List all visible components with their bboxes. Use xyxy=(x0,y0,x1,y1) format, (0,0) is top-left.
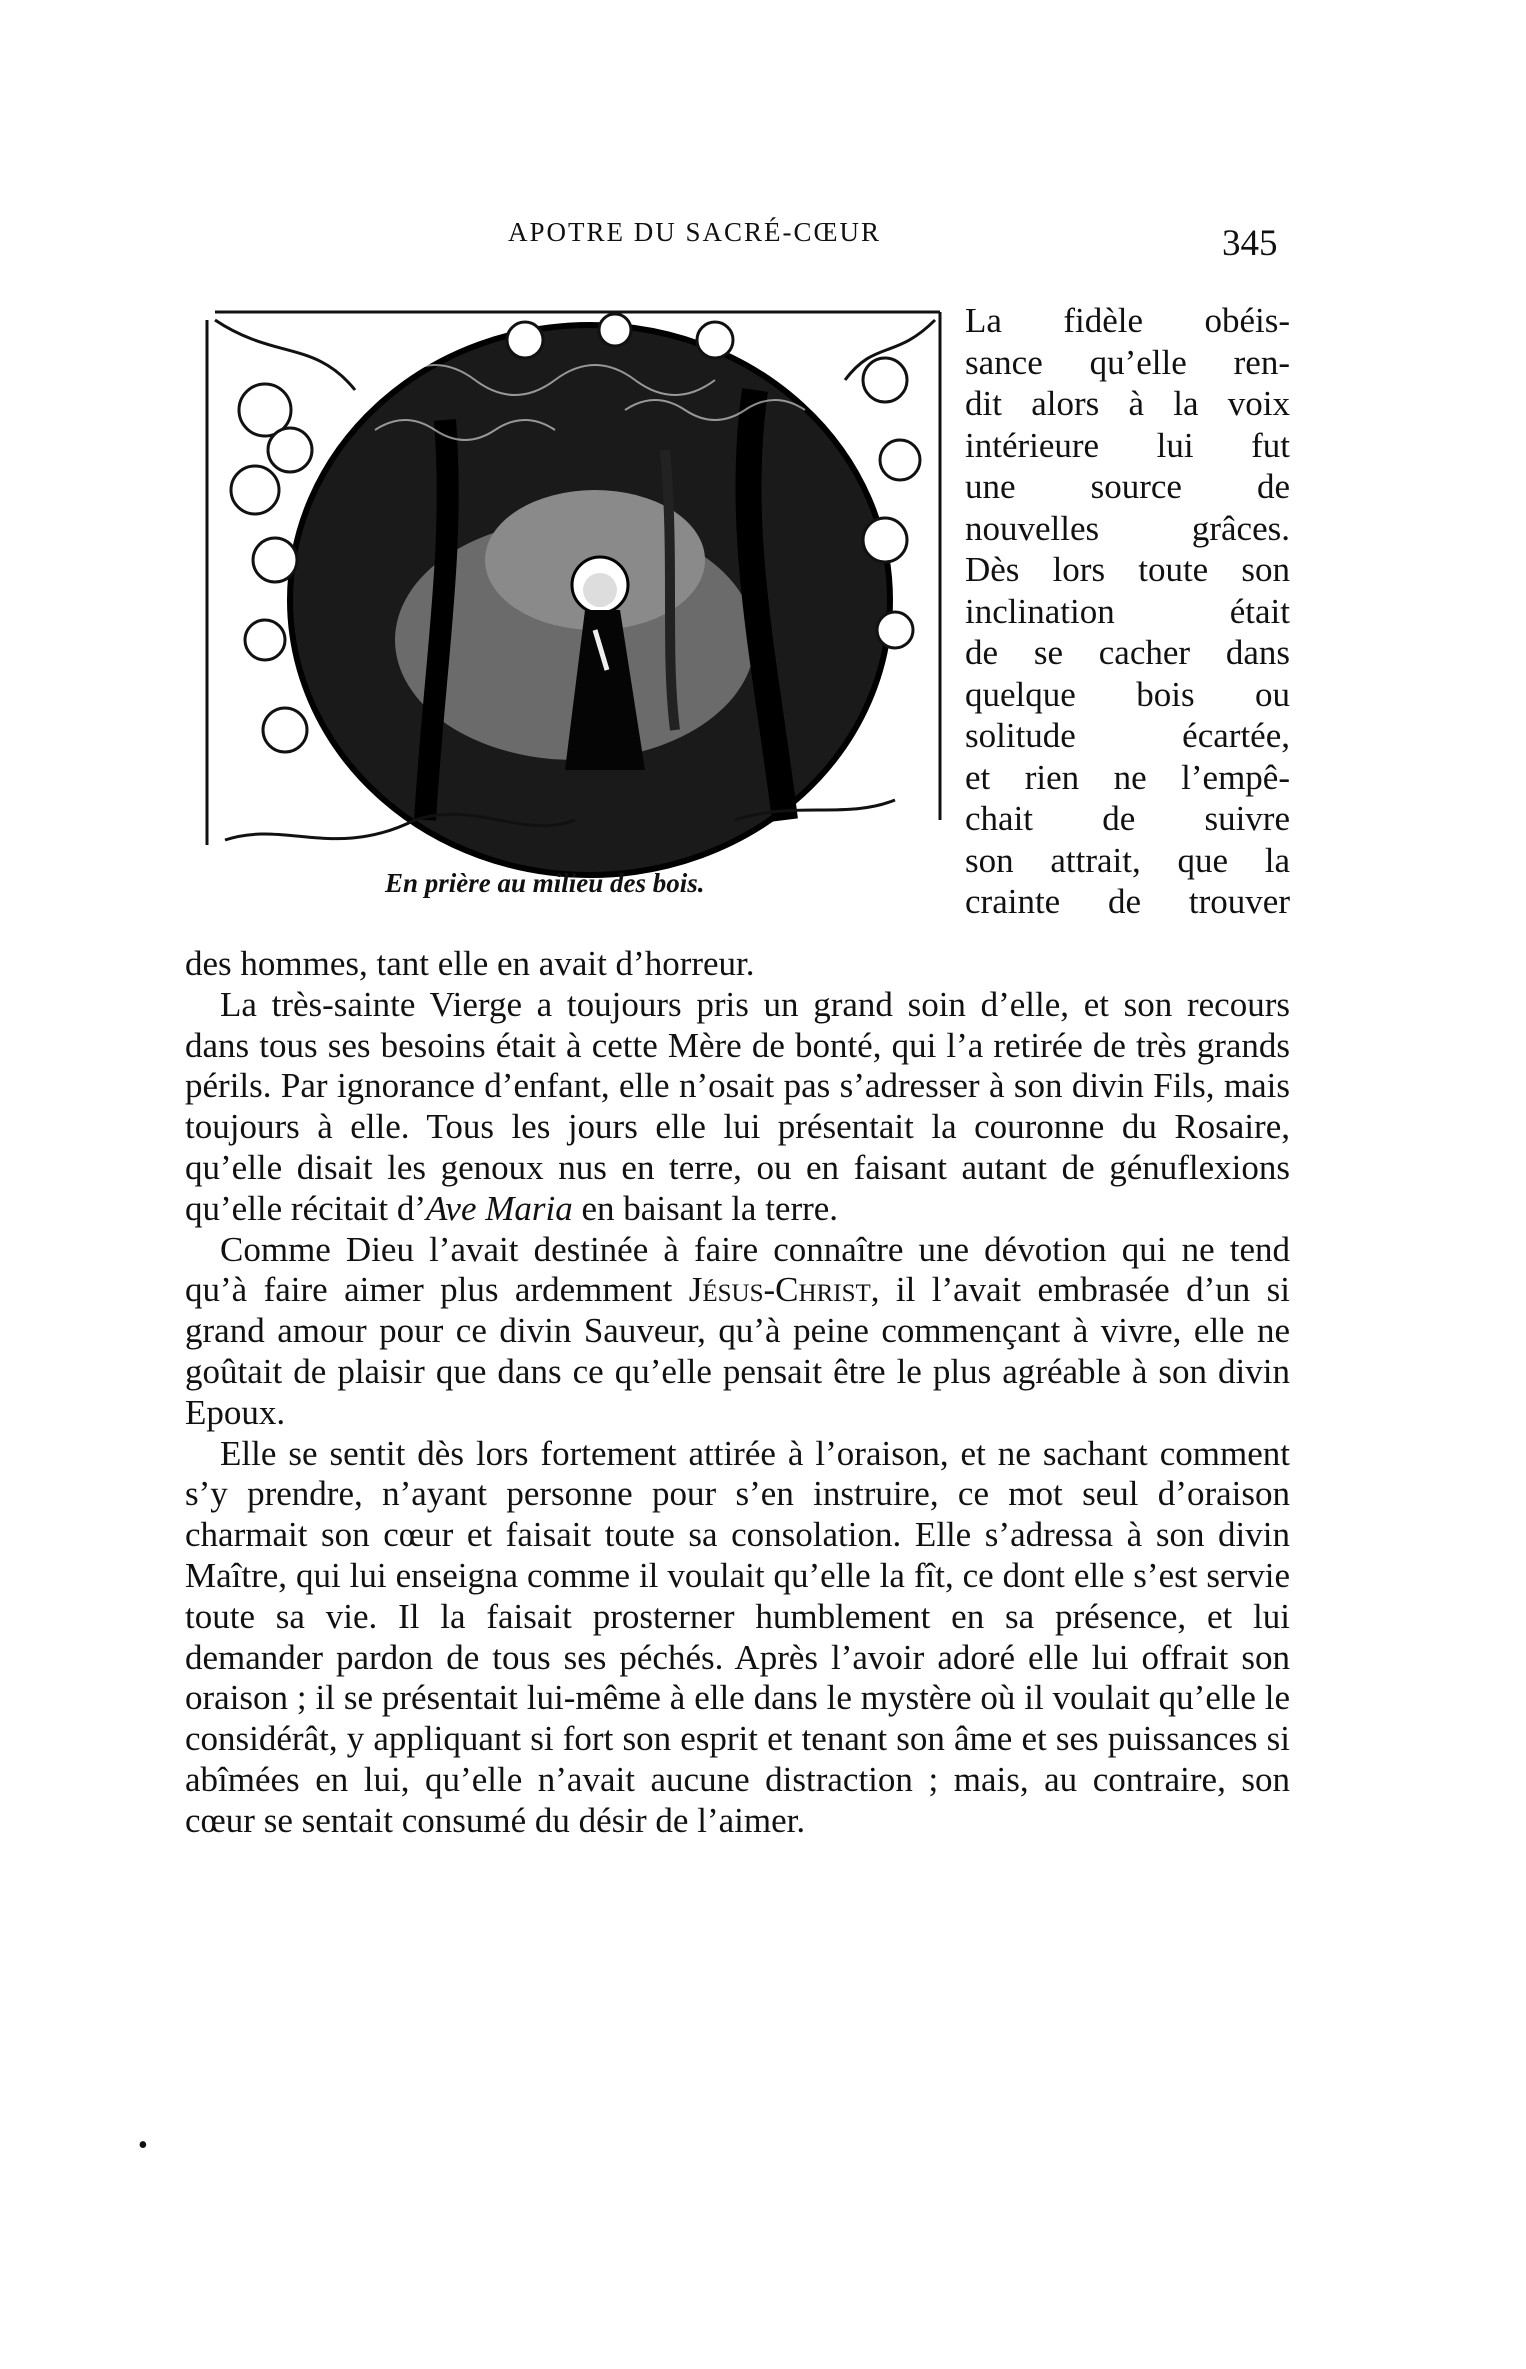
running-header: APOTRE DU SACRÉ-CŒUR xyxy=(508,217,882,247)
side-line: dit alors à la voix xyxy=(965,384,1290,423)
side-line: La fidèle obéis- xyxy=(965,301,1290,340)
italic-phrase: Ave Maria xyxy=(425,1188,573,1228)
side-line: quelque bois ou xyxy=(965,674,1290,714)
woman-praying-engraving-icon xyxy=(195,300,950,880)
side-line: solitude écartée, xyxy=(965,716,1290,755)
side-line: chait de suivre xyxy=(965,799,1290,838)
side-line: de se cacher dans xyxy=(965,633,1290,672)
side-line: inclination était xyxy=(965,591,1290,631)
paragraph xyxy=(185,985,1290,1230)
figure-caption: En prière au milieu des bois. xyxy=(385,868,705,898)
side-line: et rien ne l’empê- xyxy=(965,757,1290,797)
body-text xyxy=(185,944,1290,1842)
paragraph: Elle se sentit dès lors fortement attirée à l’oraison, et ne sachant comment s’y prendre, n’ayant personne pour s’en instruire, ce mot seul d’oraison charmait son cœur et faisait toute sa consolation. Elle s’adressa à son divin Maître, qui lui enseigna comme il voulait qu’elle la fît, ce dont elle s’est servie toute sa vie. Il la faisait prosterner humblement en sa présence, et lui demander pardon de tous ses péchés. Après l’avoir adoré elle lui offrait son oraison ; il se présentait lui-même à elle dans le mystère où il voulait qu’elle le considérât, y appliquant si fort son esprit et tenant son âme et ses puissances si abîmées en lui, qu’elle n’avait aucune distraction ; mais, au contraire, son cœur se sentait consumé du désir de l’aimer. xyxy=(185,1433,1290,1840)
paragraph xyxy=(185,1230,1290,1434)
side-line: crainte de trouver xyxy=(965,882,1290,921)
page-number: 345 xyxy=(1222,223,1278,264)
paragraph-text: La très-sainte Vierge a toujours pris un grand soin d’elle, et son recours dans tous ses besoins était à cette Mère de bonté, qui l’a retirée de très grands périls. Par ignorance d’enfant, elle n’osait pas s’adresser à son divin Fils, mais toujours à elle. Tous les jours elle lui présentait la couronne du Rosaire, qu’elle disait les genoux nus en terre, ou en faisant autant de génuflexions qu’elle récitait d’ xyxy=(185,984,1290,1228)
paragraph: des hommes, tant elle en avait d’horreur. xyxy=(185,944,755,983)
paragraph-text: en baisant la terre. xyxy=(572,1188,839,1228)
side-line: intérieure lui fut xyxy=(965,425,1290,465)
side-column-text xyxy=(965,300,1290,923)
engraving-illustration xyxy=(195,300,950,880)
paragraph-text: Comme Dieu l’avait destinée à faire connaître une dévotion qui ne tend qu’à faire aimer plus ardemment xyxy=(185,1229,1290,1310)
small-caps-name: Jésus-Christ xyxy=(688,1270,871,1310)
paragraph-text: , il l’avait embrasée d’un si grand amour pour ce divin Sauveur, qu’à peine commençant à vivre, elle ne goûtait de plaisir que dans ce qu’elle pensait être le plus agréable à son divin Epoux. xyxy=(185,1270,1290,1432)
margin-mark: • xyxy=(138,2130,148,2161)
side-line: son attrait, que la xyxy=(965,840,1290,880)
side-line: sance qu’elle ren- xyxy=(965,342,1290,382)
side-line: Dès lors toute son xyxy=(965,550,1290,589)
side-line: nouvelles grâces. xyxy=(965,508,1290,548)
side-line: une source de xyxy=(965,467,1290,506)
